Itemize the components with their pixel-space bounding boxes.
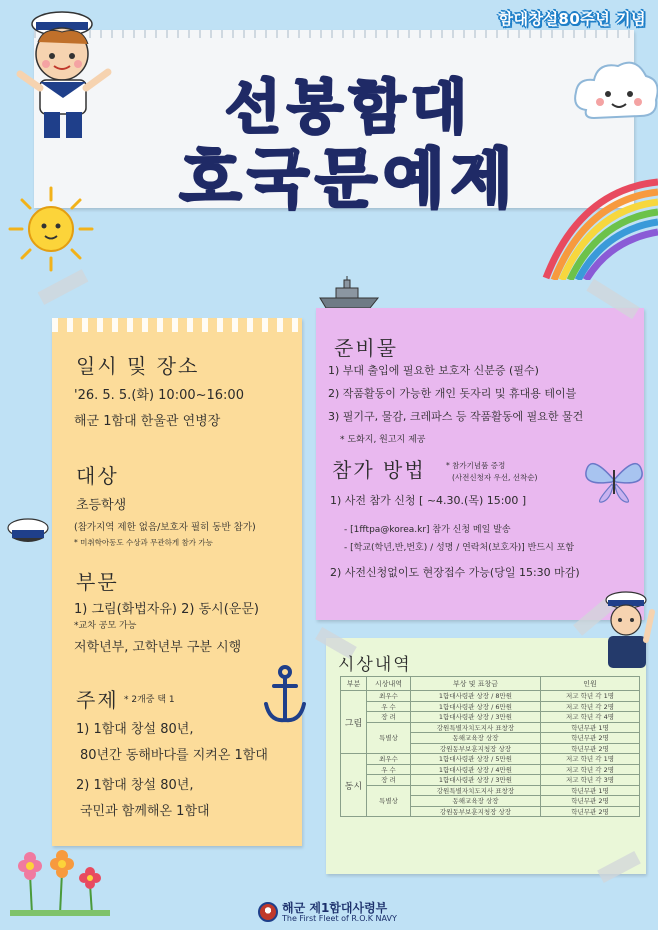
prep-item-3: 3) 필기구, 물감, 크레파스 등 작품활동에 필요한 물건: [328, 410, 584, 423]
how-step-1a: - [1fftpa@korea.kr] 참가 신청 메일 발송: [344, 525, 511, 535]
table-cell: 1함대사령관 상장 / 6만원: [411, 701, 541, 712]
table-cell: 저고 학년 각 4명: [541, 712, 640, 723]
schedule-place: 해군 1함대 한울관 연병장: [74, 414, 221, 429]
table-cell: 학년무관 1명: [541, 785, 640, 796]
table-row: [341, 785, 640, 796]
footer-org-korean: 해군 제1함대사령부: [282, 901, 388, 915]
target-who: 초등학생: [76, 498, 127, 513]
table-row: [341, 754, 640, 765]
table-cell: 저고 학년 각 2명: [541, 764, 640, 775]
sun-illustration: [8, 186, 94, 272]
warship-illustration: [318, 276, 380, 310]
table-cell: 1함대사령관 상장 / 8만원: [411, 691, 541, 702]
theme-2-line-b: 국민과 함께해온 1함대: [80, 804, 210, 819]
table-row: [341, 775, 640, 786]
awards-table: [340, 676, 640, 817]
division-grades: 저학년부, 고학년부 구분 시행: [74, 640, 242, 655]
table-cell: 학년무관 2명: [541, 743, 640, 754]
schedule-date: '26. 5. 5.(화) 10:00~16:00: [74, 388, 244, 403]
header-cell: 부상 및 표창금: [411, 677, 541, 691]
tape-strip: [38, 269, 89, 305]
prep-note: * 도화지, 원고지 제공: [340, 435, 426, 445]
footer-org-english: The First Fleet of R.O.K NAVY: [282, 914, 397, 923]
target-note-2: * 미취학아동도 수상과 무관하게 참가 가능: [74, 538, 213, 547]
theme-2-line-a: 2) 1함대 창설 80년,: [76, 778, 194, 793]
table-cell: 저고 학년 각 1명: [541, 691, 640, 702]
table-cell: 우 수: [367, 701, 411, 712]
table-cell: 강원동부보훈지청장 상장: [411, 743, 541, 754]
theme-1-line-b: 80년간 동해바다를 지켜온 1함대: [80, 748, 268, 763]
how-step-2: 2) 사전신청없이도 현장접수 가능(당일 15:30 마감): [330, 566, 580, 579]
sailor-hat-icon: [4, 512, 52, 552]
butterfly-illustration: [582, 452, 646, 506]
flowers-illustration: [10, 848, 110, 916]
target-heading: 대상: [76, 464, 119, 488]
header-cell: 시상내역: [367, 677, 411, 691]
cloud-illustration: [572, 50, 658, 130]
title-line-1: 선봉함대: [224, 73, 474, 141]
prep-heading: 준비물: [334, 336, 398, 360]
how-step-1b: - [학교(학년,반,번호) / 성명 / 연락처(보호자)] 반드시 포함: [344, 543, 575, 553]
table-cell: 1함대사령관 상장 / 4만원: [411, 764, 541, 775]
navy-emblem-icon: [258, 902, 278, 922]
table-cell: 장 려: [367, 775, 411, 786]
rainbow-illustration: [540, 170, 658, 280]
category-cell: 그림: [341, 691, 367, 754]
table-cell: 저고 학년 각 3명: [541, 775, 640, 786]
awards-heading: 시상내역: [338, 655, 412, 675]
awards-table-header: [341, 677, 640, 691]
table-cell: 강원특별자치도지사 표창장: [411, 785, 541, 796]
theme-heading: 주제: [76, 688, 119, 712]
table-cell: 학년무관 2명: [541, 733, 640, 744]
table-cell: 학년무관 1명: [541, 722, 640, 733]
table-cell: 강원특별자치도지사 표창장: [411, 722, 541, 733]
table-cell: 학년무관 2명: [541, 806, 640, 817]
table-cell: 1함대사령관 상장 / 3만원: [411, 775, 541, 786]
anchor-icon: [262, 664, 308, 728]
table-cell: 1함대사령관 상장 / 3만원: [411, 712, 541, 723]
table-cell: 1함대사령관 상장 / 5만원: [411, 754, 541, 765]
schedule-heading: 일시 및 장소: [76, 354, 200, 378]
header-cell: 인원: [541, 677, 640, 691]
header-cell: 부분: [341, 677, 367, 691]
prep-item-2: 2) 작품활동이 가능한 개인 돗자리 및 휴대용 테이블: [328, 387, 577, 400]
division-items: 1) 그림(화법자유) 2) 동시(운문): [74, 602, 259, 617]
prep-item-1: 1) 부대 출입에 필요한 보호자 신분증 (필수): [328, 364, 539, 377]
table-cell: 학년무관 2명: [541, 796, 640, 807]
how-gift-2: (사전신청자 우선, 선착순): [452, 473, 538, 482]
division-heading: 부문: [76, 570, 119, 594]
table-cell: 강원동부보훈지청장 상장: [411, 806, 541, 817]
table-cell: 저고 학년 각 2명: [541, 701, 640, 712]
how-step-1: 1) 사전 참가 신청 [ ~4.30.(목) 15:00 ]: [330, 494, 527, 507]
table-row: [341, 691, 640, 702]
sailor-boy-illustration: [4, 2, 124, 147]
table-cell: 특별상: [367, 785, 411, 817]
table-cell: 장 려: [367, 712, 411, 723]
table-cell: 우 수: [367, 764, 411, 775]
table-cell: 최우수: [367, 754, 411, 765]
table-row: [341, 764, 640, 775]
table-row: [341, 722, 640, 733]
division-note: *교차 공모 가능: [74, 621, 137, 631]
table-cell: 최우수: [367, 691, 411, 702]
target-note-1: (참가지역 제한 없음/보호자 필히 동반 참가): [74, 522, 256, 533]
how-gift-1: * 참가기념품 증정: [446, 461, 506, 470]
category-cell: 동시: [341, 754, 367, 817]
table-cell: 동해교육장 상장: [411, 796, 541, 807]
table-cell: 동해교육장 상장: [411, 733, 541, 744]
theme-pick-note: * 2개중 택 1: [124, 695, 175, 705]
saluting-sailor-illustration: [596, 588, 658, 670]
table-cell: 저고 학년 각 1명: [541, 754, 640, 765]
title-line-2: 호국문예제: [179, 143, 519, 217]
theme-1-line-a: 1) 1함대 창설 80년,: [76, 722, 194, 737]
table-cell: 특별상: [367, 722, 411, 754]
table-row: [341, 712, 640, 723]
how-heading: 참가 방법: [332, 458, 426, 482]
anniversary-badge: 함대창설80주년 기념: [498, 10, 646, 28]
table-row: [341, 701, 640, 712]
